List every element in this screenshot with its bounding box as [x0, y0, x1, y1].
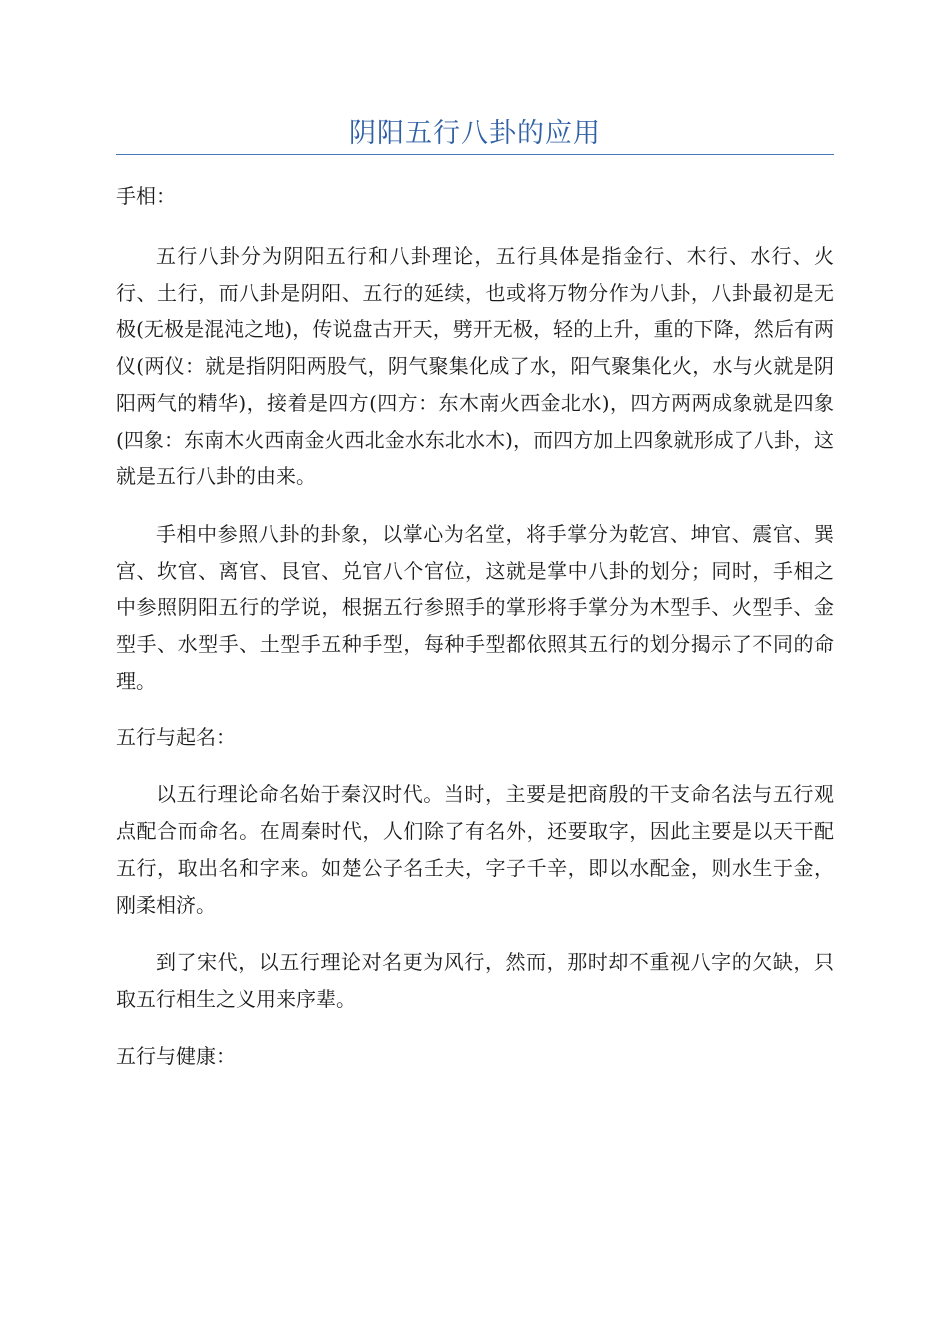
- section-heading-palmistry: 手相：: [116, 184, 176, 208]
- section-heading-naming: 五行与起名：: [116, 725, 236, 750]
- document-body: [116, 178, 834, 1074]
- paragraph-song-dynasty: 到了宋代，以五行理论对名更为风行，然而，那时却不重视八字的欠缺，只取五行相生之义用来序辈。: [116, 950, 834, 1011]
- paragraph-palm-bagua: 手相中参照八卦的卦象，以掌心为名堂，将手掌分为乾宫、坤官、震官、巽宫、坎官、离官、艮官、兑官八个官位，这就是掌中八卦的划分；同时，手相之中参照阴阳五行的学说，根据五行参照手的掌形将手掌分为木型手、火型手、金型手、水型手、土型手五种手型，每种手型都依照其五行的划分揭示了不同的命理。: [116, 521, 834, 693]
- paragraph-wuxing-bagua-origin: 五行八卦分为阴阳五行和八卦理论，五行具体是指金行、木行、水行、火行、土行，而八卦是阴阳、五行的延续，也或将万物分作为八卦，八卦最初是无极(无极是混沌之地)，传说盘古开天，劈开无极，轻的上升，重的下降，然后有两仪(两仪：就是指阴阳两股气，阴气聚集化成了水，阳气聚集化火，水与火就是阴阳两气的精华)，接着是四方(四方：东木南火西金北水)，四方两两成象就是四象(四象：东南木火西南金火西北金水东北水木)，而四方加上四象就形成了八卦，这就是五行八卦的由来。: [116, 244, 834, 489]
- section-heading-health: 五行与健康：: [116, 1043, 236, 1068]
- title-underline: [116, 154, 834, 155]
- document-title: 阴阳五行八卦的应用: [349, 118, 601, 149]
- paragraph-naming-history: 以五行理论命名始于秦汉时代。当时，主要是把商殷的干支命名法与五行观点配合而命名。在周秦时代，人们除了有名外，还要取字，因此主要是以天干配五行，取出名和字来。如楚公子名壬夫，字子千辛，即以水配金，则水生于金，刚柔相济。: [116, 782, 834, 917]
